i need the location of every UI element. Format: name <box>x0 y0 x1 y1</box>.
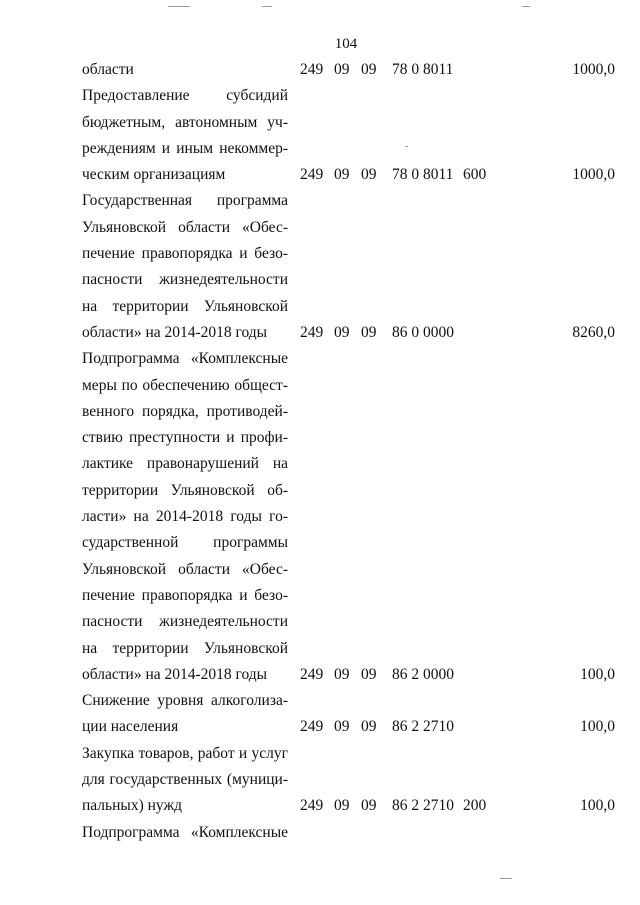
expense-name-line: ласти» на 2014-2018 годы го- <box>82 508 288 526</box>
expense-name-line: территории Ульяновской об- <box>82 481 288 499</box>
expense-name-line: печение правопорядка и безо- <box>82 245 288 263</box>
subsection-code: 09 <box>361 797 377 815</box>
ministry-code: 249 <box>300 61 324 78</box>
expense-name-line: на территории Ульяновской <box>82 297 288 315</box>
expense-name-line: ции населения <box>82 718 179 736</box>
ministry-code: 249 <box>300 665 324 683</box>
page-number: 104 <box>334 36 358 52</box>
expense-name-line: Закупка товаров, работ и услуг <box>82 744 288 762</box>
table-row <box>0 57 640 83</box>
expense-name-line: лактике правонарушений на <box>82 455 288 473</box>
expense-name-line: для государственных (муници- <box>82 771 288 789</box>
section-code: 09 <box>334 665 350 683</box>
expense-name-line: Ульяновской области «Обес- <box>82 560 288 578</box>
expense-name-line: меры по обеспечению общест- <box>82 376 288 394</box>
scan-artifact <box>500 878 512 879</box>
target-article-code: 86 0 0000 <box>392 323 454 341</box>
ministry-code: 249 <box>300 718 324 736</box>
classification-codes <box>0 57 640 83</box>
scan-artifact <box>168 6 190 7</box>
section-code: 09 <box>334 323 350 341</box>
expense-name-line: печение правопорядка и безо- <box>82 586 288 604</box>
amount-value: 1000,0 <box>572 61 615 78</box>
expense-name <box>82 346 288 688</box>
target-article-code: 78 0 8011 <box>392 61 454 78</box>
budget-table <box>0 57 640 846</box>
classification-codes <box>0 820 640 846</box>
section-code: 09 <box>334 718 350 736</box>
ministry-code: 249 <box>300 323 324 341</box>
subsection-code: 09 <box>361 665 377 683</box>
target-article-code: 86 2 2710 <box>392 797 454 815</box>
expense-type-code: 200 <box>463 797 487 815</box>
expense-name-line: области <box>82 61 134 78</box>
expense-name-line: ческим организациям <box>82 166 226 184</box>
section-code: 09 <box>334 797 350 815</box>
amount-value: 100,0 <box>580 665 615 683</box>
classification-codes <box>0 162 640 188</box>
expense-name-line: Подпрограмма «Комплексные <box>82 823 288 841</box>
expense-name-line: реждениям и иным некоммер- <box>82 139 288 157</box>
classification-codes <box>0 714 640 740</box>
expense-name-line: пальных) нужд <box>82 797 183 815</box>
target-article-code: 78 0 8011 <box>392 166 454 184</box>
expense-name-line: на территории Ульяновской <box>82 639 288 657</box>
target-article-code: 86 2 2710 <box>392 718 454 736</box>
subsection-code: 09 <box>361 61 377 78</box>
expense-type-code: 600 <box>463 166 487 184</box>
expense-name-line: бюджетным, автономным уч- <box>82 113 288 131</box>
scan-artifact <box>262 6 272 7</box>
table-row <box>0 741 640 820</box>
amount-value: 1000,0 <box>572 166 615 184</box>
ministry-code: 249 <box>300 166 324 184</box>
amount-value: 100,0 <box>580 797 615 815</box>
expense-name-line: Государственная программа <box>82 192 288 210</box>
classification-codes <box>0 320 640 346</box>
classification-codes <box>0 662 640 688</box>
expense-name-line: Подпрограмма «Комплексные <box>82 350 288 368</box>
amount-value: 100,0 <box>580 718 615 736</box>
table-row <box>0 820 640 846</box>
expense-name-line: пасности жизнедеятельности <box>82 271 288 289</box>
section-code: 09 <box>334 166 350 184</box>
expense-name-line: сударственной программы <box>82 534 288 552</box>
table-row <box>0 346 640 688</box>
expense-name-line: пасности жизнедеятельности <box>82 613 288 631</box>
subsection-code: 09 <box>361 718 377 736</box>
amount-value: 8260,0 <box>572 323 615 341</box>
expense-name-line: венного порядка, противодей- <box>82 402 288 420</box>
classification-codes <box>0 793 640 819</box>
expense-name-line: Ульяновской области «Обес- <box>82 218 288 236</box>
section-code: 09 <box>334 61 350 78</box>
ministry-code: 249 <box>300 797 324 815</box>
expense-name-line: области» на 2014-2018 годы <box>82 323 268 341</box>
subsection-code: 09 <box>361 166 377 184</box>
table-row <box>0 83 640 188</box>
table-row <box>0 188 640 346</box>
expense-name-line: области» на 2014-2018 годы <box>82 665 268 683</box>
expense-name-line: Снижение уровня алкоголиза- <box>82 692 288 710</box>
table-row <box>0 688 640 741</box>
scan-artifact <box>522 6 530 7</box>
target-article-code: 86 2 0000 <box>392 665 454 683</box>
subsection-code: 09 <box>361 323 377 341</box>
expense-name-line: Предоставление субсидий <box>82 87 288 105</box>
expense-name-line: ствию преступности и профи- <box>82 429 288 447</box>
